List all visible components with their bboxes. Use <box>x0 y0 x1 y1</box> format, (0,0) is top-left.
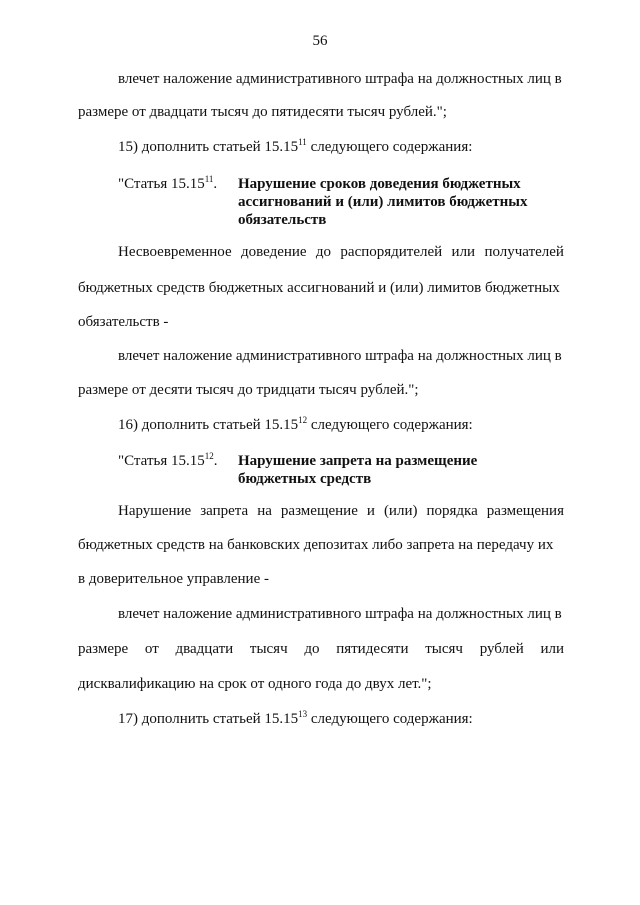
paragraph-line: в доверительное управление - <box>78 571 269 587</box>
justified-line <box>118 502 564 520</box>
word: (или) <box>383 503 418 519</box>
word: или <box>451 244 476 260</box>
word: и <box>366 503 375 519</box>
word: Нарушение <box>118 503 192 519</box>
page-number: 56 <box>312 33 328 49</box>
amendment-item-15: 15) дополнить статьей 15.15$^{11}$ следующего содержания: <box>118 137 473 155</box>
word: запрета <box>200 503 249 519</box>
word: рублей <box>479 641 524 657</box>
word: доведение <box>240 244 307 260</box>
word: размере <box>78 641 129 657</box>
word: тысяч <box>249 641 288 657</box>
article-title: обязательств <box>238 212 327 228</box>
article-label: "Статья 15.15$^{12}$. <box>118 451 218 469</box>
paragraph-line: дисквалификацию на срок от одного года до двух лет."; <box>78 676 432 692</box>
justified-line <box>118 243 564 261</box>
word: от <box>144 641 159 657</box>
word: на <box>257 503 272 519</box>
paragraph-line: влечет наложение административного штрафа на должностных лиц в <box>118 606 562 622</box>
paragraph-line: размере от десяти тысяч до тридцати тысяч рублей."; <box>78 382 419 398</box>
amendment-item-16: 16) дополнить статьей 15.15$^{12}$ следующего содержания: <box>118 415 473 433</box>
article-label: "Статья 15.15$^{11}$. <box>118 174 218 192</box>
paragraph-line: обязательств - <box>78 314 169 330</box>
justified-line <box>78 640 564 658</box>
word: размещение <box>280 503 358 519</box>
paragraph-line: влечет наложение административного штрафа на должностных лиц в <box>118 71 562 87</box>
word: пятидесяти <box>336 641 409 657</box>
amendment-item-17: 17) дополнить статьей 15.15$^{13}$ следующего содержания: <box>118 709 473 727</box>
word: размещения <box>486 503 564 519</box>
word: тысяч <box>425 641 463 657</box>
paragraph-line: влечет наложение административного штрафа на должностных лиц в <box>118 348 562 364</box>
article-title: Нарушение запрета на размещение <box>238 453 478 469</box>
word: до <box>315 244 332 260</box>
word: Несвоевременное <box>118 244 232 260</box>
word: распорядителей <box>340 244 443 260</box>
article-title: бюджетных средств <box>238 471 372 487</box>
article-title: Нарушение сроков доведения бюджетных <box>238 176 521 192</box>
paragraph-line: бюджетных средств бюджетных ассигнований и (или) лимитов бюджетных <box>78 280 560 296</box>
word: двадцати <box>175 641 234 657</box>
word: или <box>540 641 564 657</box>
article-title: ассигнований и (или) лимитов бюджетных <box>238 194 528 210</box>
paragraph-line: размере от двадцати тысяч до пятидесяти тысяч рублей."; <box>78 104 447 120</box>
paragraph-line: бюджетных средств на банковских депозитах либо запрета на передачу их <box>78 537 554 553</box>
word: до <box>304 641 320 657</box>
word: получателей <box>484 244 564 260</box>
word: порядка <box>426 503 478 519</box>
